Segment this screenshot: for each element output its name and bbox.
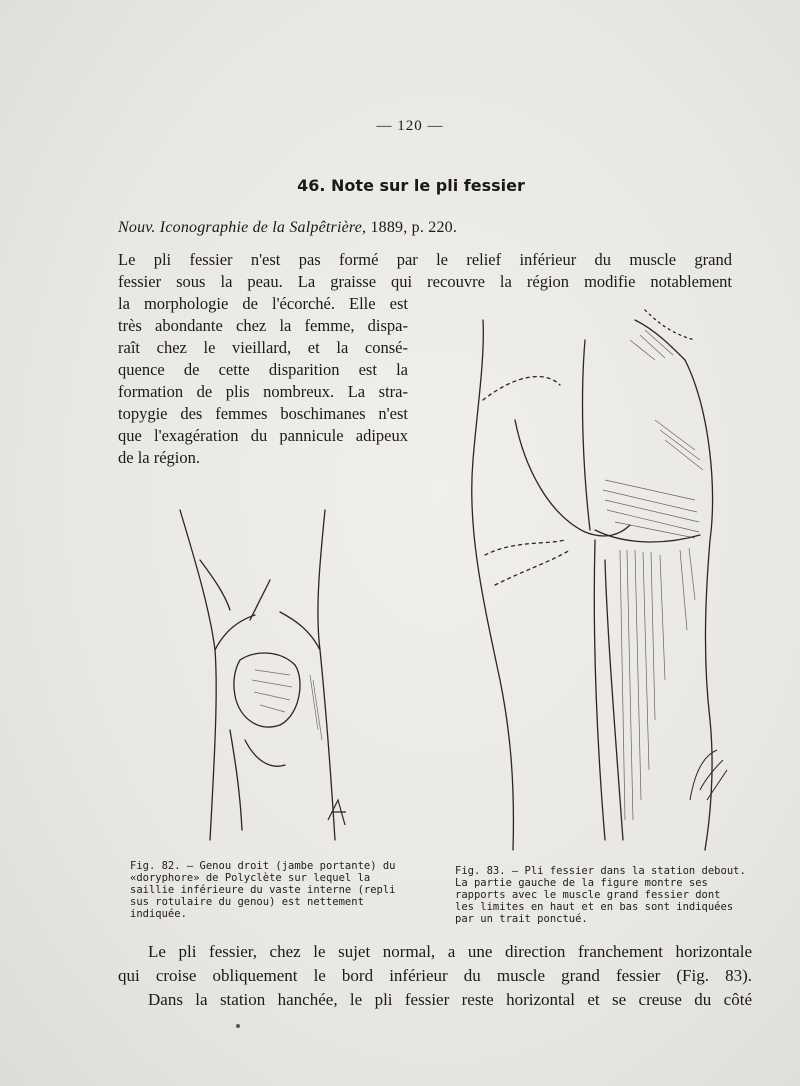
- caption-line: indiquée.: [130, 908, 187, 920]
- paragraph-1-line: que l'exagération du pannicule adipeux: [118, 426, 408, 445]
- caption-line: les limites en haut et en bas sont indiquées: [455, 901, 734, 913]
- paragraph-1-line: quence de cette disparition est la: [118, 360, 408, 379]
- caption-line: «doryphore» de Polyclète sur lequel la: [130, 872, 371, 884]
- paragraph-1-line: Le pli fessier n'est pas formé par le relief inférieur du muscle grand: [118, 250, 732, 269]
- caption-line: Fig. 83. — Pli fessier dans la station debout.: [455, 865, 746, 877]
- section-title: 46. Note sur le pli fessier: [297, 176, 525, 195]
- paragraph-1-continued: [118, 293, 408, 469]
- paragraph-1-line: formation de plis nombreux. La stra-: [118, 382, 408, 401]
- source-page-ref: , 1889, p. 220.: [362, 219, 458, 236]
- caption-line: rapports avec le muscle grand fessier dont: [455, 889, 721, 901]
- figure-83-caption: [455, 865, 746, 925]
- paragraph-1-line: très abondante chez la femme, dispa-: [118, 316, 408, 335]
- figure-82-illustration: [170, 500, 360, 850]
- ink-speck: [236, 1024, 240, 1028]
- paragraph-2-line: Dans la station hanchée, le pli fessier reste horizontal et se creuse du côté: [148, 990, 752, 1009]
- caption-line: saillie inférieure du vaste interne (repli: [130, 884, 396, 896]
- figure-83-illustration: [455, 300, 755, 860]
- figure-82-caption: [130, 860, 396, 920]
- caption-line: Fig. 82. — Genou droit (jambe portante) du: [130, 860, 396, 872]
- paragraph-1-line: raît chez le vieillard, et la consé-: [118, 338, 408, 357]
- caption-line: par un trait ponctué.: [455, 913, 588, 925]
- paragraph-2: [118, 940, 752, 1012]
- source-reference: [118, 219, 457, 237]
- paragraph-1-line: de la région.: [118, 448, 201, 467]
- paragraph-2-line: Le pli fessier, chez le sujet normal, a une direction franchement horizontale: [148, 942, 752, 961]
- page-number: — 120 —: [376, 118, 444, 134]
- paragraph-1-line: fessier sous la peau. La graisse qui recouvre la région modifie notablement: [118, 272, 732, 291]
- paragraph-2-line: qui croise obliquement le bord inférieur du muscle grand fessier (Fig. 83).: [118, 966, 752, 985]
- caption-line: sus rotulaire du genou) est nettement: [130, 896, 364, 908]
- paragraph-1-line: la morphologie de l'écorché. Elle est: [118, 294, 408, 313]
- paragraph-1-line: topygie des femmes boschimanes n'est: [118, 404, 408, 423]
- paragraph-1: [118, 249, 732, 293]
- caption-line: La partie gauche de la figure montre ses: [455, 877, 708, 889]
- journal-name: Nouv. Iconographie de la Salpêtrière: [118, 219, 363, 236]
